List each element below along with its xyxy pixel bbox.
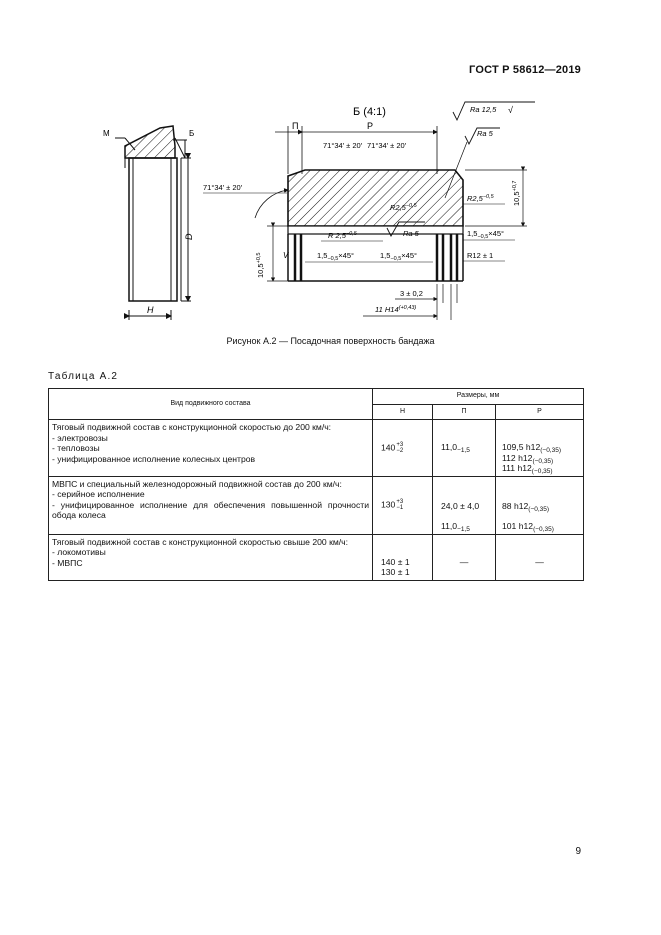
page-number: 9 (575, 846, 581, 857)
figure-caption: Рисунок А.2 — Посадочная поверхность бандажа (226, 336, 435, 346)
header-r: Р (496, 404, 584, 420)
row3-description: Тяговый подвижной состав с конструкционной скоростью свыше 200 км/ч: - локомотивы - МВПС (49, 534, 373, 580)
roughness-secondary: Ra 5 (477, 129, 493, 138)
r-left: R $2,5^{-0,5}$ (328, 231, 357, 240)
label-d: D (184, 233, 194, 240)
row2-h: 130 +3 −1 (373, 476, 433, 534)
row1-r: 109,5 $h12_{(-0,35)}$ 112 $h12_{(-0,35)}$ 111 $h12_{(-0,35)}$ (496, 420, 584, 477)
r12: R12 ± 1 (467, 251, 494, 260)
left-section-view (115, 126, 191, 320)
dim-vert-left: $10,5^{+0,5}$ (256, 252, 265, 278)
row1-h: 140 +3 −2 (373, 420, 433, 477)
header-p: П (433, 404, 496, 420)
r-main: $R2,5^{-0,5}$ (390, 203, 417, 212)
bandage-body (288, 170, 463, 226)
chamfer-left: $1,5_{-0,5}\times 45^\circ$ (317, 251, 355, 262)
view-label: Б (4:1) (353, 106, 386, 118)
dim-11: 11 $H14^{(+0,43)}$ (375, 305, 417, 314)
dim-p-large: Р (367, 121, 374, 131)
technical-drawing (95, 98, 575, 330)
table-row (49, 534, 584, 580)
roughness-main: Ra 12,5 (470, 105, 497, 114)
label-m: М (103, 129, 110, 138)
row3-h: 140 ± 1 130 ± 1 (373, 534, 433, 580)
v-label: V (283, 251, 289, 260)
table-header-row (49, 389, 584, 405)
angle-left: 71°34′ ± 20′ (203, 183, 243, 192)
header-vehicle-type: Вид подвижного состава (49, 389, 373, 420)
row3-p: — (433, 534, 496, 580)
table-row (49, 476, 584, 534)
dimensions-table (48, 388, 584, 581)
dim-p-small: П (292, 121, 299, 131)
dim-3: 3 ± 0,2 (400, 289, 423, 298)
label-h: H (147, 305, 154, 315)
dim-vert-right: $10,5^{+0,7}$ (512, 180, 521, 206)
drawing-canvas (95, 98, 575, 330)
roughness-tertiary: Ra 5 (403, 229, 419, 238)
bandage-lower (288, 226, 463, 234)
table-title: Таблица А.2 (48, 371, 119, 382)
roughness-check: √ (508, 105, 513, 115)
angle-top1: 71°34′ ± 20′ (323, 141, 363, 150)
header-dimensions: Размеры, мм (373, 389, 584, 405)
row1-p: $11,0_{-1,5}$ (433, 420, 496, 477)
top-dimensions (275, 126, 437, 174)
label-b: Б (189, 129, 195, 138)
document-code: ГОСТ Р 58612—2019 (469, 64, 581, 76)
row2-description: МВПС и специальный железнодорожный подвижной состав до 200 км/ч: - серийное исполнение - унифицированное исполнение для обеспечения повышенной прочности обода колеса (49, 476, 373, 534)
row2-r: 88 $h12_{(-0,35)}$ 101 $h12_{(-0,35)}$ (496, 476, 584, 534)
angle-top2: 71°34′ ± 20′ (367, 141, 407, 150)
header-h: Н (373, 404, 433, 420)
chamfer-right: $1,5_{-0,5}\times 45^\circ$ (467, 229, 505, 240)
row1-description: Тяговый подвижной состав с конструкционной скоростью до 200 км/ч: - электровозы - тепловозы - унифицированное исполнение колесных центров (49, 420, 373, 477)
row3-r: — (496, 534, 584, 580)
r-right: $R2,5^{-0,5}$ (467, 194, 494, 203)
row2-p: 24,0 ± 4,0 $11,0_{-1,5}$ (433, 476, 496, 534)
chamfer-mid: $1,5_{-0,5}\times 45^\circ$ (380, 251, 418, 262)
table-row (49, 420, 584, 477)
